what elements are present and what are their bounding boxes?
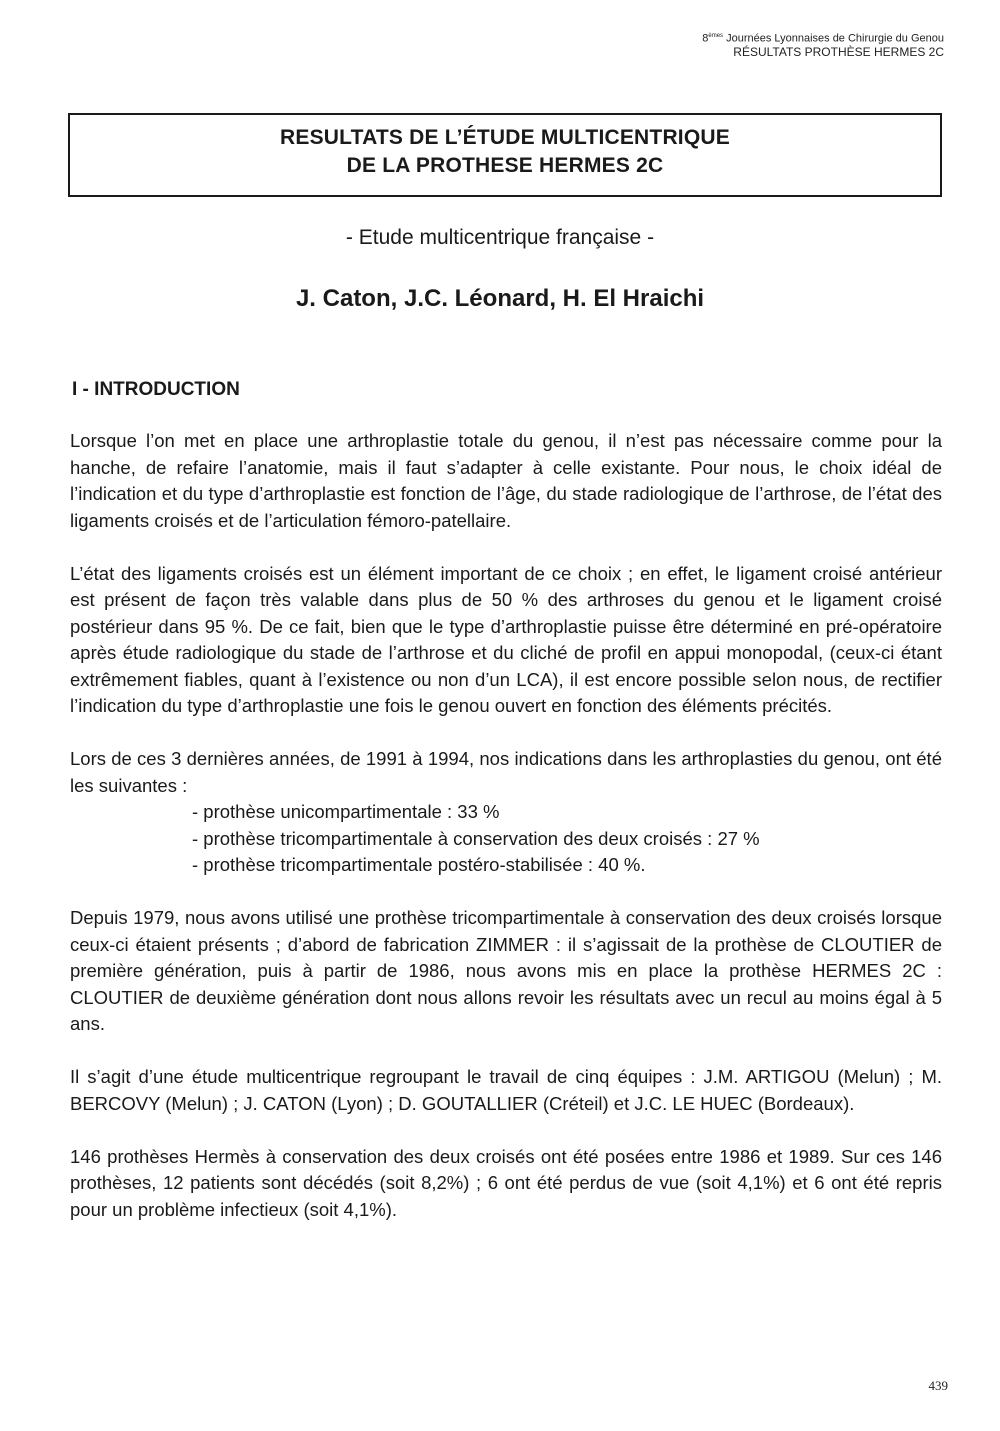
indications-list [70,799,942,879]
paragraph-3: Lors de ces 3 dernières années, de 1991 à 1994, nos indications dans les arthroplasties du genou, ont été les suivantes : [70,748,942,796]
article-title-line-1: RESULTATS DE L’ÉTUDE MULTICENTRIQUE [280,126,730,149]
list-item: - prothèse unicompartimentale : 33 % [192,801,500,822]
conference-name [702,30,944,46]
article-title-line-2: DE LA PROTHESE HERMES 2C [346,154,664,177]
paragraph-5: Il s’agit d’une étude multicentrique regroupant le travail de cinq équipes : J.M. ARTIGOU (Melun) ; M. BERCOVY (Melun) ; J. CATON (Lyon) ; D. GOUTALLIER (Créteil) et J.C. LE HUEC (Bordeaux). [70,1066,942,1114]
conference-superscript: èmes [708,33,724,39]
running-header [702,30,944,59]
paragraph-2: L’état des ligaments croisés est un élément important de ce choix ; en effet, le ligament croisé antérieur est présent de façon très valable dans plus de 50 % des arthroses du genou et le ligament croisé postérieur dans 95 %. De ce fait, bien que le type d’arthroplastie puisse être déterminé en pré-opératoire après étude radiologique du stade de l’arthrose et du cliché de profil en appui monopodal, (ceux-ci étant extrêmement fiables, quant à l’existence ou non d’un LCA), il est encore possible selon nous, de rectifier l’indication du type d’arthroplastie une fois le genou ouvert en fonction des éléments précités. [70,562,942,716]
section-heading-introduction: I - INTRODUCTION [72,379,240,400]
paragraph-4: Depuis 1979, nous avons utilisé une prothèse tricompartimentale à conservation des deux croisés lorsque ceux-ci étaient présents ; d’abord de fabrication ZIMMER : il s’agissait de la prothèse de CLOUTIER de première génération, puis à partir de 1986, nous avons mis en place la prothèse HERMES 2C : CLOUTIER de deuxième génération dont nous allons revoir les résultats avec un recul au moins égal à 5 ans. [70,907,942,1034]
page-number: 439 [928,1378,948,1393]
article-authors: J. Caton, J.C. Léonard, H. El Hraichi [295,285,705,312]
running-title: RÉSULTATS PROTHÈSE HERMES 2C [733,44,944,59]
list-item: - prothèse tricompartimentale postéro-stabilisée : 40 %. [192,854,646,875]
list-item: - prothèse tricompartimentale à conservation des deux croisés : 27 % [192,827,760,849]
paragraph-1: Lorsque l’on met en place une arthroplastie totale du genou, il n’est pas nécessaire comme pour la hanche, de refaire l’anatomie, mais il faut s’adapter à celle existante. Pour nous, le choix idéal de l’indication et du type d’arthroplastie est fonction de l’âge, du stade radiologique de l’arthrose, de l’état des ligaments croisés et de l’articulation fémoro-patellaire. [70,430,942,531]
conference-number: 8 [702,32,709,45]
conference-title: Journées Lyonnaises de Chirurgie du Genou [723,32,944,45]
paragraph-6: 146 prothèses Hermès à conservation des deux croisés ont été posées entre 1986 et 1989. Sur ces 146 prothèses, 12 patients sont décédés (soit 8,2%) ; 6 ont été perdus de vue (soit 4,1%) et 6 ont été repris pour un problème infectieux (soit 4,1%). [70,1145,942,1220]
article-title-box [68,113,942,197]
article-subtitle: - Etude multicentrique française - [345,226,655,249]
article-body [70,428,942,1250]
